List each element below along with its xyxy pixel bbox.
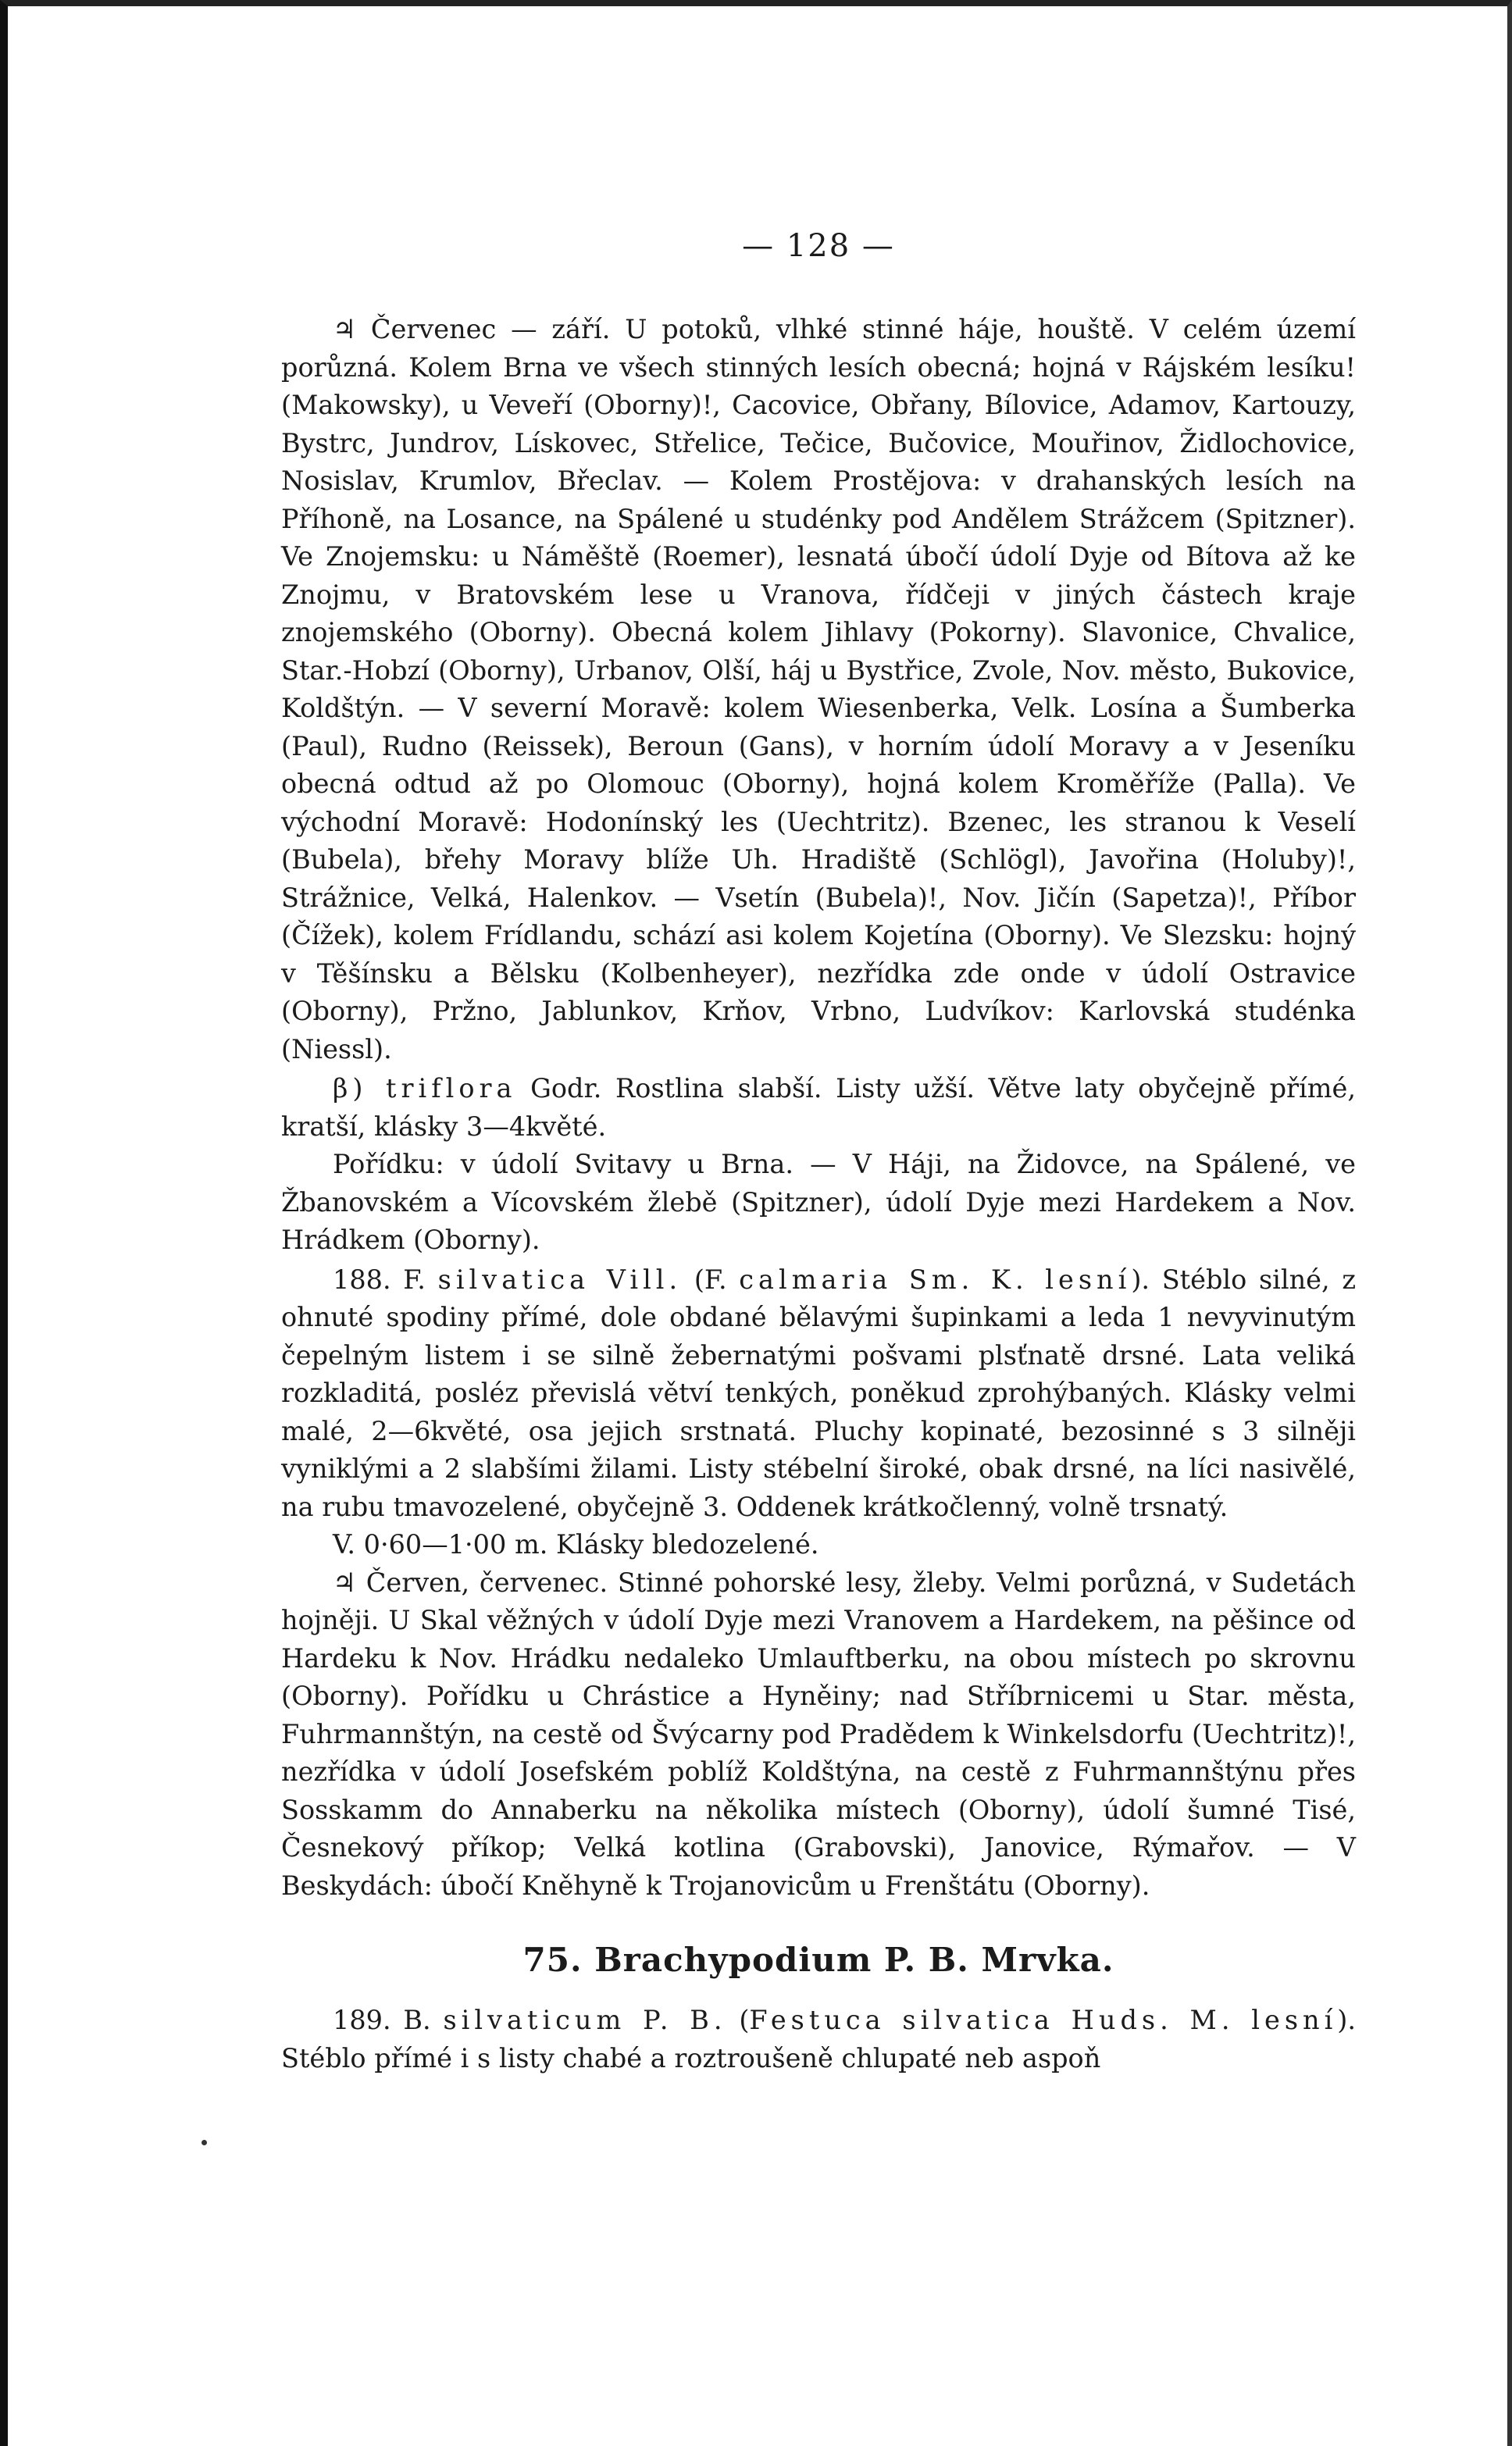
variety-name: β) triflora: [333, 1073, 517, 1104]
species-189-synonym: Festuca silvatica Huds. M. lesní: [749, 2005, 1338, 2035]
species-189-paren-open: (: [726, 2005, 750, 2035]
page-body: [281, 311, 1356, 2077]
species-synonym: calmaria Sm. K. lesní: [739, 1264, 1132, 1295]
species-paren-open: (F.: [682, 1264, 740, 1295]
paragraph-variety-triflora: [281, 1070, 1356, 1146]
species-188-entry: [281, 1261, 1356, 1527]
species-189-name: silvaticum P. B.: [443, 2005, 727, 2035]
margin-mark: [201, 2140, 207, 2145]
page-number: — 128 —: [742, 228, 895, 264]
species-description: ). Stéblo silné, z ohnuté spodiny přímé, dole obdané bělavými šupinkami a leda 1 nevyvinutým čepelným listem i se silně žebernatými pošvami plsťnatě drsné. Lata veliká rozkladitá, posléz převislá větví tenkých, poněkud zprohýbaných. Klásky velmi malé, 2—6květé, osa jejich srstnatá. Pluchy kopinaté, bezosinné s 3 silněji vyniklými a 2 slabšími žilami. Listy stébelní široké, obak drsné, na líci nasivělé, na rubu tmavozelené, obyčejně 3. Oddenek krátkočlenný, volně trsnatý.: [281, 1264, 1356, 1522]
variety-description: Godr. Rostlina slabší. Listy užší. Větve laty obyčejně přímé, kratší, klásky 3—4květé.: [281, 1073, 1357, 1142]
species-189-description: ). Stéblo přímé i s listy chabé a roztroušeně chlupaté neb aspoň: [281, 2005, 1357, 2073]
paragraph-variety-distribution: Pořídku: v údolí Svitavy u Brna. — V Háji, na Židovce, na Spálené, ve Žbanovském a Vícovském žlebě (Spitzner), údolí Dyje mezi Hardekem a Nov. Hrádkem (Oborny).: [281, 1149, 1356, 1255]
genus-heading: 75. Brachypodium P. B. Mrvka.: [522, 1941, 1114, 1979]
paragraph-distribution-a: ♃ Červenec — září. U potoků, vlhké stinné háje, houště. V celém území porůzná. Kolem Brna ve všech stinných lesích obecná; hojná v Rájském lesíku! (Makowsky), u Veveří (Oborny)!, Cacovice, Obřany, Bílovice, Adamov, Kartouzy, Bystrc, Jundrov, Lískovec, Střelice, Tečice, Bučovice, Mouřinov, Židlochovice, Nosislav, Krumlov, Břeclav. — Kolem Prostějova: v drahanských lesích na Příhoně, na Losance, na Spálené u studénky pod Andělem Strážcem (Spitzner). Ve Znojemsku: u Náměště (Roemer), lesnatá úbočí údolí Dyje od Bítova až ke Znojmu, v Bratovském lese u Vranova, řídčeji v jiných částech kraje znojemského (Oborny). Obecná kolem Jihlavy (Pokorny). Slavonice, Chvalice, Star.-Hobzí (Oborny), Urbanov, Olší, háj u Bystřice, Zvole, Nov. město, Bukovice, Koldštýn. — V severní Moravě: kolem Wiesenberka, Velk. Losína a Šumberka (Paul), Rudno (Reissek), Beroun (Gans), v horním údolí Moravy a v Jeseníku obecná odtud až po Olomouc (Oborny), hojná kolem Kroměříže (Palla). Ve východní Moravě: Hodonínský les (Uechtritz). Bzenec, les stranou k Veselí (Bubela), břehy Moravy blíže Uh. Hradiště (Schlögl), Javořina (Holuby)!, Strážnice, Velká, Halenkov. — Vsetín (Bubela)!, Nov. Jičín (Sapetza)!, Příbor (Čížek), kolem Frídlandu, schází asi kolem Kojetína (Oborny). Ve Slezsku: hojný v Těšínsku a Bělsku (Kolbenheyer), nezřídka zde onde v údolí Ostravice (Oborny), Pržno, Jablunkov, Krňov, Vrbno, Ludvíkov: Karlovská studénka (Niessl).: [281, 314, 1356, 1064]
species-189-entry: [281, 2002, 1356, 2077]
species-size: V. 0·60—1·00 m. Klásky bledozelené.: [333, 1529, 819, 1560]
species-distribution: ♃ Červen, červenec. Stinné pohorské lesy, žleby. Velmi porůzná, v Sudetách hojněji. U Skal věžných v údolí Dyje mezi Vranovem a Hardekem, na pěšince od Hardeku k Nov. Hrádku nedaleko Umlauftberku, na obou místech po skrovnu (Oborny). Pořídku u Chrástice a Hyněiny; nad Stříbrnicemi u Star. města, Fuhrmannštýn, na cestě od Švýcarny pod Pradědem k Winkelsdorfu (Uechtritz)!, nezřídka v údolí Josefském poblíž Koldštýna, na cestě z Fuhrmannštýnu přes Sosskamm do Annaberku na několika místech (Oborny), údolí šumné Tisé, Česnekový příkop; Velká kotlina (Grabovski), Janovice, Rýmařov. — V Beskydách: úbočí Kněhyně k Trojanovicům u Frenštátu (Oborny).: [281, 1567, 1356, 1901]
species-name: silvatica Vill.: [437, 1264, 683, 1295]
species-189-number: 189. B.: [333, 2005, 444, 2035]
species-number: 188. F.: [333, 1264, 438, 1295]
